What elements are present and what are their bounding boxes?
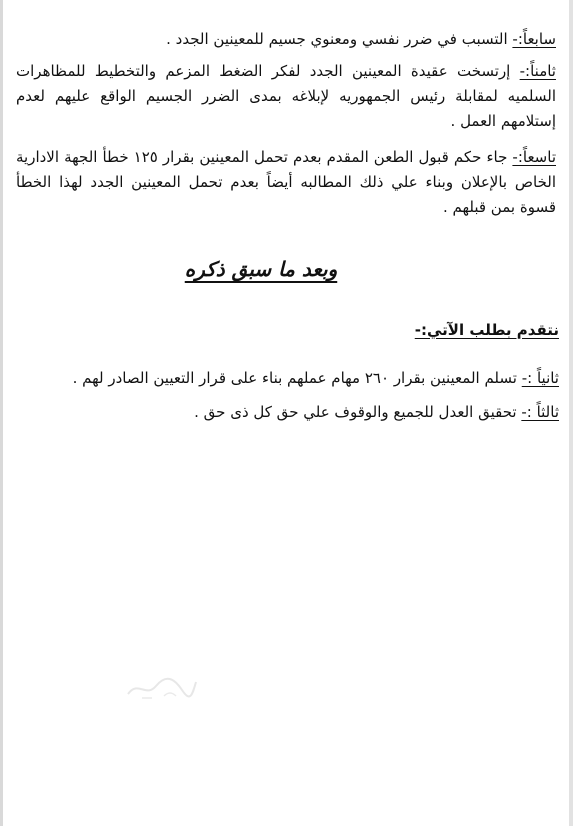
- paragraph-eighth: [16, 59, 556, 134]
- paragraph-label: ثامناً:-: [519, 62, 556, 80]
- paragraph-label: سابعاً:-: [512, 30, 556, 48]
- request-item-third: [39, 400, 559, 425]
- item-label: ثالثاً :-: [521, 403, 559, 421]
- paragraph-ninth: [16, 145, 556, 220]
- paragraph-text: إرتسخت عقيدة المعينين الجدد لفكر الضغط المزعم والتخطيط للمظاهرات السلميه لمقابلة رئيس الجمهوريه لإبلاغه بمدى الضرر الجسيم الواقع عليهم لعدم إستلامهم العمل .: [16, 62, 556, 130]
- page-edge-left: [0, 0, 3, 826]
- page-edge-right: [569, 0, 573, 826]
- paragraph-text: التسبب في ضرر نفسي ومعنوي جسيم للمعينين الجدد .: [166, 30, 508, 48]
- request-item-second: [39, 366, 559, 391]
- item-text: تحقيق العدل للجميع والوقوف علي حق كل ذى حق .: [194, 403, 517, 421]
- paragraph-seventh: [16, 27, 556, 52]
- paragraph-label: تاسعاً:-: [512, 148, 556, 166]
- paragraph-text: جاء حكم قبول الطعن المقدم بعدم تحمل المعينين بقرار ١٢٥ خطأ الجهة الادارية الخاص بالإعلان وبناء علي ذلك المطالبه أيضاً بعدم تحمل المعينين الجدد لهذا الخطأ قسوة بمن قبلهم .: [16, 148, 556, 216]
- item-label: ثانياً :-: [521, 369, 559, 387]
- watermark-logo-icon: [124, 672, 198, 702]
- item-text: تسلم المعينين بقرار ٢٦٠ مهام عملهم بناء على قرار التعيين الصادر لهم .: [72, 369, 517, 387]
- request-title: نتقدم بطلب الآتي:-: [414, 321, 559, 339]
- section-heading: وبعد ما سبق ذكره: [184, 257, 338, 281]
